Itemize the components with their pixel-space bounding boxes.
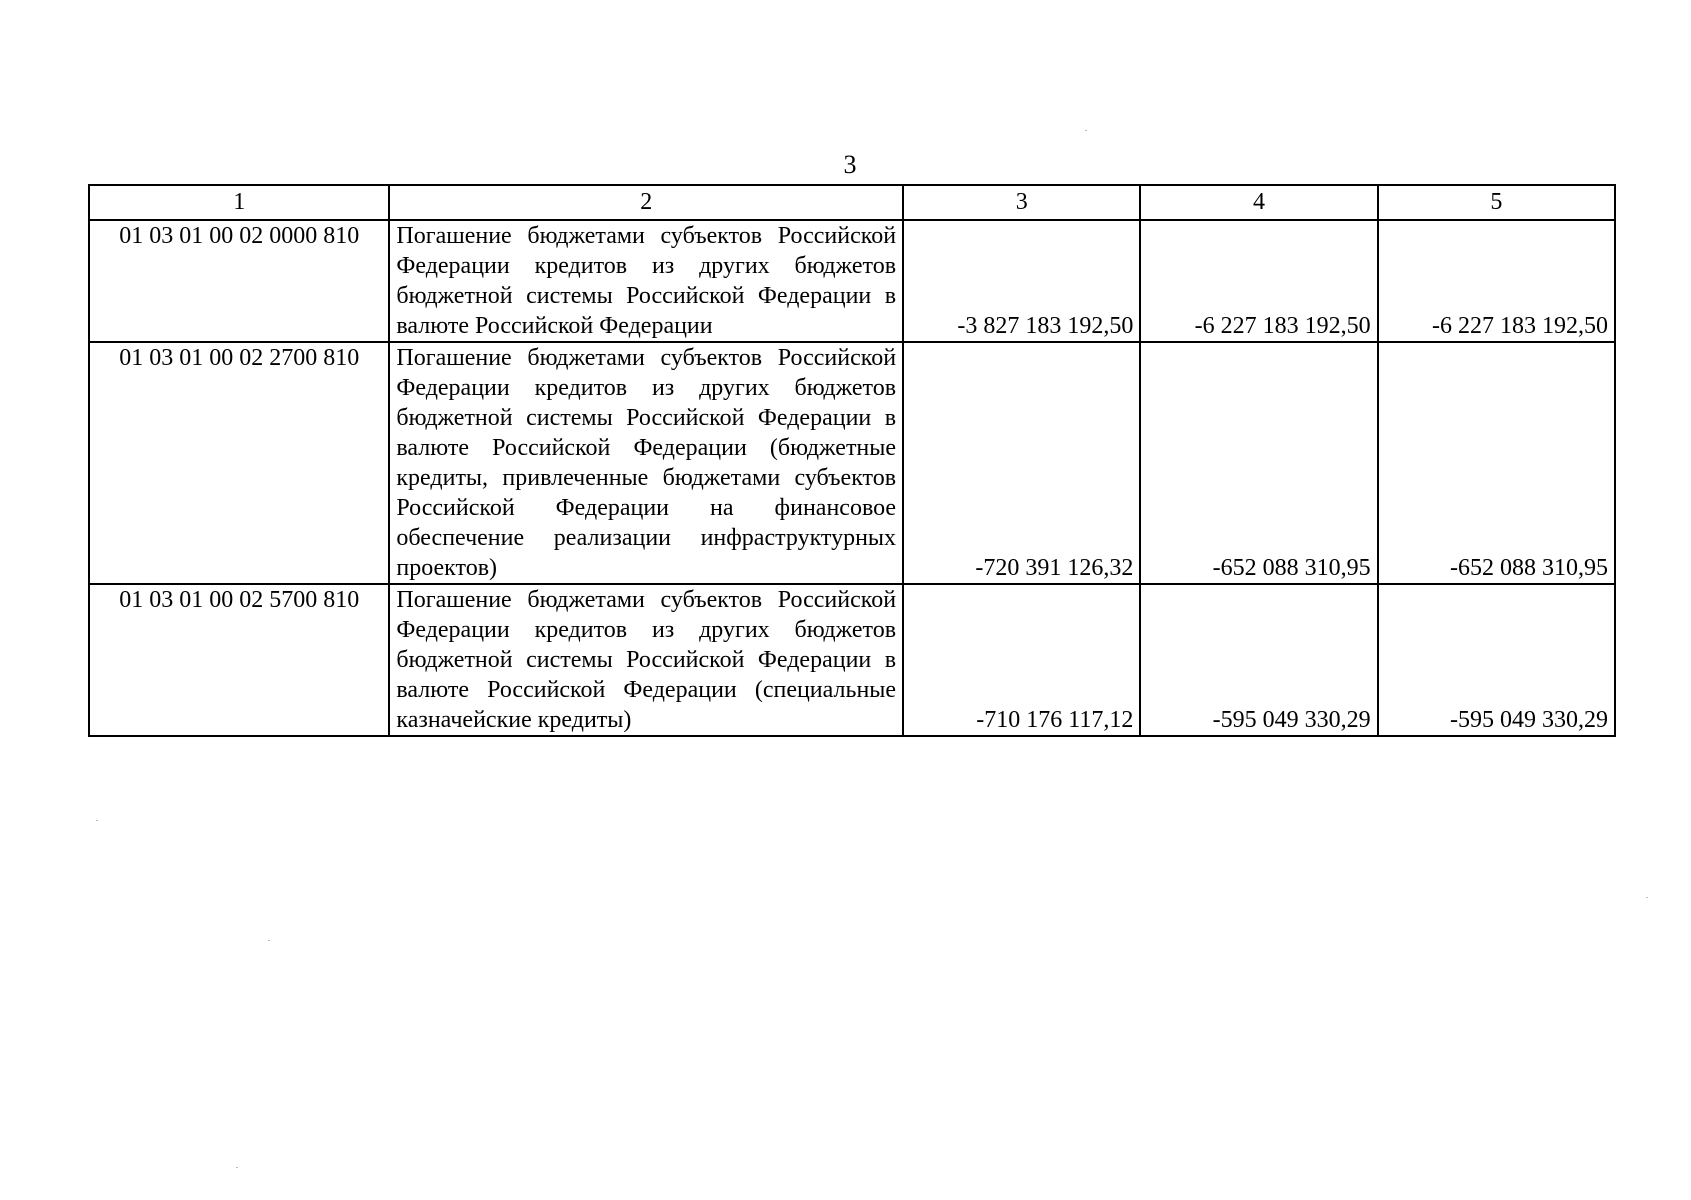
budget-code-cell: 01 03 01 00 02 0000 810: [89, 220, 389, 342]
scan-speck: [1085, 130, 1087, 131]
amount-column-5-cell: -652 088 310,95: [1378, 342, 1615, 584]
column-number-1: 1: [89, 185, 389, 220]
description-cell: Погашение бюджетами субъектов Российской Федерации кредитов из других бюджетов бюджетной системы Российской Федерации в валюте Российской Федерации: [389, 220, 903, 342]
description-cell: Погашение бюджетами субъектов Российской Федерации кредитов из других бюджетов бюджетной системы Российской Федерации в валюте Российской Федерации (специальные казначейские кредиты): [389, 584, 903, 736]
column-number-4: 4: [1140, 185, 1377, 220]
amount-column-4-cell: -6 227 183 192,50: [1140, 220, 1377, 342]
table-row: [89, 584, 1615, 736]
table-header-row: [89, 185, 1615, 220]
column-number-3: 3: [903, 185, 1140, 220]
column-number-5: 5: [1378, 185, 1615, 220]
amount-column-5-cell: -595 049 330,29: [1378, 584, 1615, 736]
table-row: [89, 342, 1615, 584]
amount-column-4-cell: -595 049 330,29: [1140, 584, 1377, 736]
scan-speck: [236, 1167, 238, 1168]
amount-column-4-cell: -652 088 310,95: [1140, 342, 1377, 584]
amount-column-3-cell: -710 176 117,12: [903, 584, 1140, 736]
amount-column-3-cell: -3 827 183 192,50: [903, 220, 1140, 342]
amount-column-5-cell: -6 227 183 192,50: [1378, 220, 1615, 342]
page-number: 3: [843, 150, 857, 179]
scan-speck: [96, 820, 98, 821]
table-row: [89, 220, 1615, 342]
budget-code-cell: 01 03 01 00 02 5700 810: [89, 584, 389, 736]
column-number-2: 2: [389, 185, 903, 220]
amount-column-3-cell: -720 391 126,32: [903, 342, 1140, 584]
scan-speck: [268, 940, 270, 941]
budget-code-cell: 01 03 01 00 02 2700 810: [89, 342, 389, 584]
description-cell: Погашение бюджетами субъектов Российской Федерации кредитов из других бюджетов бюджетной системы Российской Федерации в валюте Российской Федерации (бюджетные кредиты, привлеченные бюджетами субъектов Российской Федерации на финансовое обеспечение реализации инфраструктурных проектов): [389, 342, 903, 584]
budget-sources-table: [88, 184, 1616, 737]
scan-speck: [1646, 897, 1648, 898]
